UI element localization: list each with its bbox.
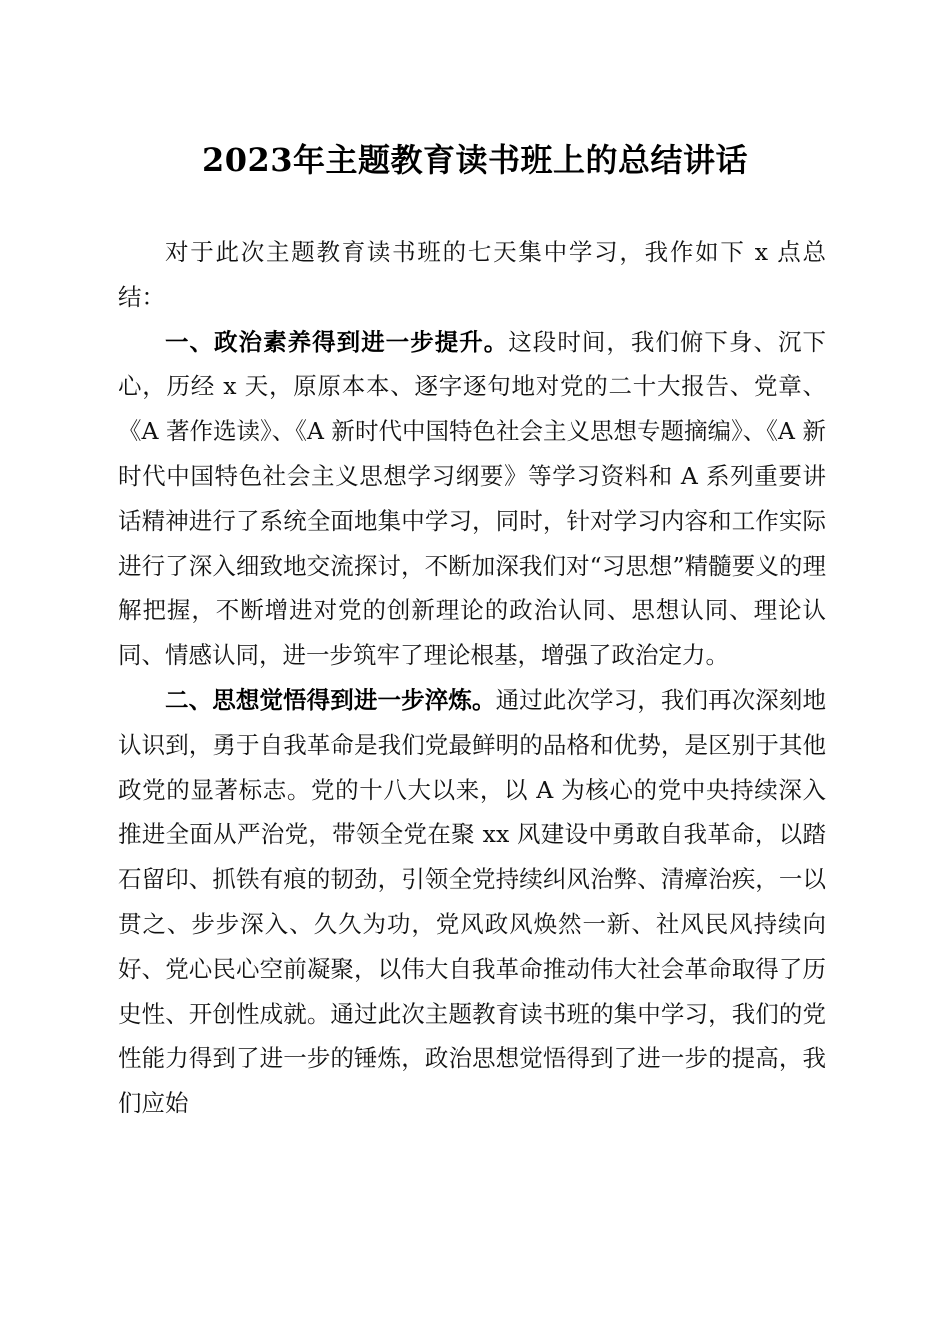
document-body <box>118 230 826 1126</box>
paragraph-text: 通过此次学习，我们再次深刻地认识到，勇于自我革命是我们党最鲜明的品格和优势，是区别于其他政党的显著标志。党的十八大以来，以 A 为核心的党中央持续深入推进全面从严治党，带领全党在聚 xx 风建设中勇敢自我革命，以踏石留印、抓铁有痕的韧劲，引领全党持续纠风治弊、清瘴治疾，一以贯之、步步深入、久久为功，党风政风焕然一新、社风民风持续向好、党心民心空前凝聚，以伟大自我革命推动伟大社会革命取得了历史性、开创性成就。通过此次主题教育读书班的集中学习，我们的党性能力得到了进一步的锤炼，政治思想觉悟得到了进一步的提高，我们应始 <box>118 685 827 1118</box>
section-one-heading: 一、政治素养得到进一步提升。 <box>165 327 509 356</box>
document-title: 2023年主题教育读书班上的总结讲话 <box>201 141 749 179</box>
section-two-heading: 二、思想觉悟得到进一步淬炼。 <box>165 685 496 714</box>
section-one-paragraph <box>118 320 826 678</box>
paragraph-text: 对于此次主题教育读书班的七天集中学习，我作如下 x 点总结： <box>118 238 826 311</box>
paragraph-text: 这段时间，我们俯下身、沉下心，历经 x 天，原原本本、逐字逐句地对党的二十大报告、党章、《A 著作选读》、《A 新时代中国特色社会主义思想专题摘编》、《A 新时代中国特色社会主义思想学习纲要》等学习资料和 A 系列重要讲话精神进行了系统全面地集中学习，同时，针对学习内容和工作实际进行了深入细致地交流探讨，不断加深我们对“习思想”精髓要义的理解把握，不断增进对党的创新理论的政治认同、思想认同、理论认同、情感认同，进一步筑牢了理论根基，增强了政治定力。 <box>118 327 827 670</box>
section-two-paragraph <box>118 678 826 1126</box>
intro-paragraph <box>118 230 826 320</box>
